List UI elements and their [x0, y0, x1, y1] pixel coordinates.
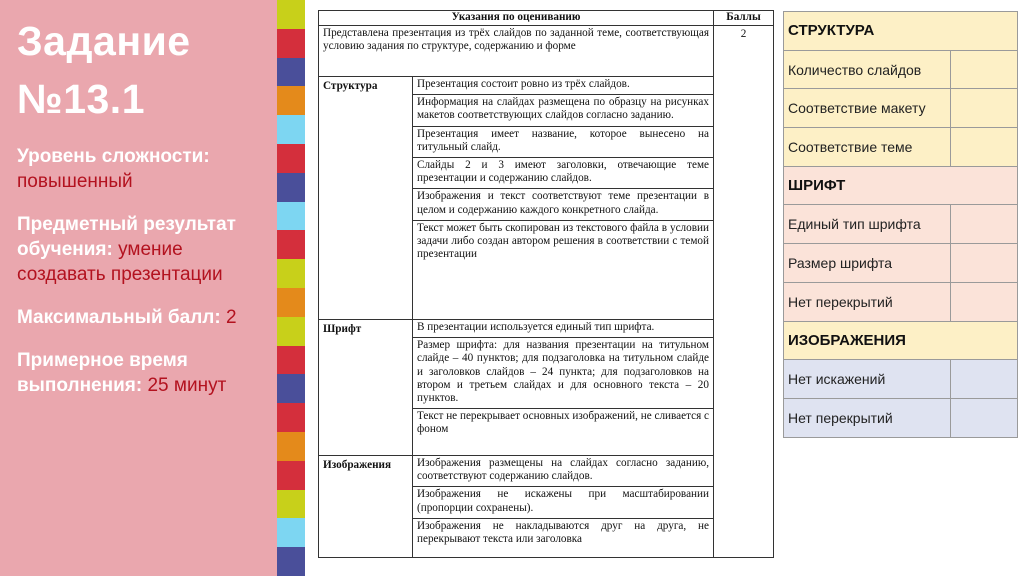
checklist-row: [784, 89, 1018, 128]
checklist-font-header: [784, 166, 1018, 205]
stripe-segment: [277, 346, 305, 375]
grading-item: Изображения не искажены при масштабировании (пропорции сохранены).: [413, 486, 713, 517]
grading-item: Текст не перекрывает основных изображений, не сливается с фоном: [413, 408, 713, 439]
checklist-row: [784, 360, 1018, 399]
stripe-segment: [277, 317, 305, 346]
difficulty-value: повышенный: [17, 171, 133, 192]
difficulty-label: Уровень сложности:: [17, 146, 210, 167]
checklist-layout-match: Соответствие макету: [784, 89, 951, 128]
checklist-row: [784, 205, 1018, 244]
stripe-segment: [277, 86, 305, 115]
checklist-structure-title: СТРУКТУРА: [784, 12, 1018, 51]
time-block: [17, 348, 263, 398]
grading-section-items: [413, 320, 714, 456]
max-score-block: [17, 305, 263, 330]
checklist-theme-match: Соответствие теме: [784, 128, 951, 167]
stripe-segment: [277, 202, 305, 231]
grading-item: Слайды 2 и 3 имеют заголовки, отвечающие теме презентации и содержанию слайдов.: [413, 157, 713, 188]
checklist-slide-count: Количество слайдов: [784, 50, 951, 89]
grading-item: Презентация состоит ровно из трёх слайдов.: [417, 78, 630, 90]
learning-result-label: Предметный результат обучения:: [17, 214, 236, 260]
stripe-segment: [277, 29, 305, 58]
checklist-no-distortion: Нет искажений: [784, 360, 951, 399]
checklist-no-overlap-images: Нет перекрытий: [784, 398, 951, 437]
checklist-row: [784, 50, 1018, 89]
learning-result-block: [17, 212, 263, 287]
checklist-font-title: ШРИФТ: [784, 166, 1018, 205]
time-label: Примерное время выполнения:: [17, 350, 188, 396]
grading-item: Размер шрифта: для названия презентации на титульном слайде – 40 пунктов; для подзаголовка на титульном слайде и заголовков слайдов – 24 пункта; для подзаголовков на втором и третьем слайдах и для основного текста – 20 пунктов.: [413, 337, 713, 408]
grading-intro-row: [319, 26, 774, 77]
grading-section-category: Шрифт: [319, 320, 413, 456]
grading-score-cell: 2: [714, 26, 774, 558]
checklist-mark-cell[interactable]: [951, 50, 1018, 89]
max-score-value: 2: [225, 307, 237, 328]
grading-item: Изображения размещены на слайдах согласно заданию, соответствуют содержанию слайдов.: [417, 457, 709, 483]
grading-section-row: [319, 77, 774, 320]
grading-intro-cell: [319, 26, 714, 77]
checklist-images-header: [784, 321, 1018, 360]
stripe-segment: [277, 288, 305, 317]
grading-item: Презентация имеет название, которое вынесено на титульный слайд.: [413, 126, 713, 157]
color-stripe: [277, 0, 305, 576]
task-title: Задание №13.1: [17, 18, 191, 122]
checklist-structure-header: [784, 12, 1018, 51]
grading-item: Изображения не накладываются друг на друга, не перекрывают текста или заголовка: [413, 518, 713, 549]
checklist-row: [784, 244, 1018, 283]
evaluation-checklist: [783, 11, 1018, 438]
stripe-segment: [277, 374, 305, 403]
checklist-mark-cell[interactable]: [951, 282, 1018, 321]
stripe-segment: [277, 144, 305, 173]
checklist-mark-cell[interactable]: [951, 398, 1018, 437]
grading-item: Изображения и текст соответствуют теме презентации в целом и содержанию каждого конкретного слайда.: [413, 188, 713, 219]
grading-intro-text: Представлена презентация из трёх слайдов по заданной теме, соответствующая условию задания по структуре, содержанию и форме: [323, 27, 709, 53]
grading-section-row: [319, 320, 774, 456]
stripe-segment: [277, 490, 305, 519]
difficulty-block: [17, 144, 263, 194]
stripe-segment: [277, 0, 305, 29]
stripe-segment: [277, 259, 305, 288]
time-value: 25 минут: [147, 375, 227, 396]
grading-section-items: [413, 77, 714, 320]
max-score-label: Максимальный балл:: [17, 307, 221, 328]
grading-header-score: Баллы: [714, 11, 774, 26]
task-info-panel: [0, 0, 277, 576]
stripe-segment: [277, 58, 305, 87]
stripe-segment: [277, 230, 305, 259]
checklist-mark-cell[interactable]: [951, 244, 1018, 283]
checklist-mark-cell[interactable]: [951, 128, 1018, 167]
checklist-row: [784, 398, 1018, 437]
checklist-mark-cell[interactable]: [951, 205, 1018, 244]
checklist-row: [784, 282, 1018, 321]
grading-section-category: Изображения: [319, 456, 413, 558]
stripe-segment: [277, 432, 305, 461]
grading-section-category: Структура: [319, 77, 413, 320]
checklist-row: [784, 128, 1018, 167]
checklist-no-overlap-text: Нет перекрытий: [784, 282, 951, 321]
checklist-mark-cell[interactable]: [951, 89, 1018, 128]
grading-header-instructions: Указания по оцениванию: [319, 11, 714, 26]
grading-header-row: [319, 11, 774, 26]
grading-item: Информация на слайдах размещена по образцу на рисунках макетов соответствующих слайдов согласно заданию.: [413, 94, 713, 125]
checklist-images-title: ИЗОБРАЖЕНИЯ: [784, 321, 1018, 360]
grading-table: [318, 10, 774, 558]
grading-item: Текст может быть скопирован из текстового файла в условии задачи либо создан автором решения в соответствии с темой презентации: [413, 220, 713, 265]
learning-result-value: умение создавать презентации: [17, 239, 223, 285]
stripe-segment: [277, 115, 305, 144]
grading-item: В презентации используется единый тип шрифта.: [417, 321, 655, 333]
checklist-font-size: Размер шрифта: [784, 244, 951, 283]
stripe-segment: [277, 403, 305, 432]
checklist-mark-cell[interactable]: [951, 360, 1018, 399]
stripe-segment: [277, 518, 305, 547]
grading-section-row: [319, 456, 774, 558]
stripe-segment: [277, 461, 305, 490]
grading-section-items: [413, 456, 714, 558]
checklist-single-font: Единый тип шрифта: [784, 205, 951, 244]
stripe-segment: [277, 173, 305, 202]
stripe-segment: [277, 547, 305, 576]
